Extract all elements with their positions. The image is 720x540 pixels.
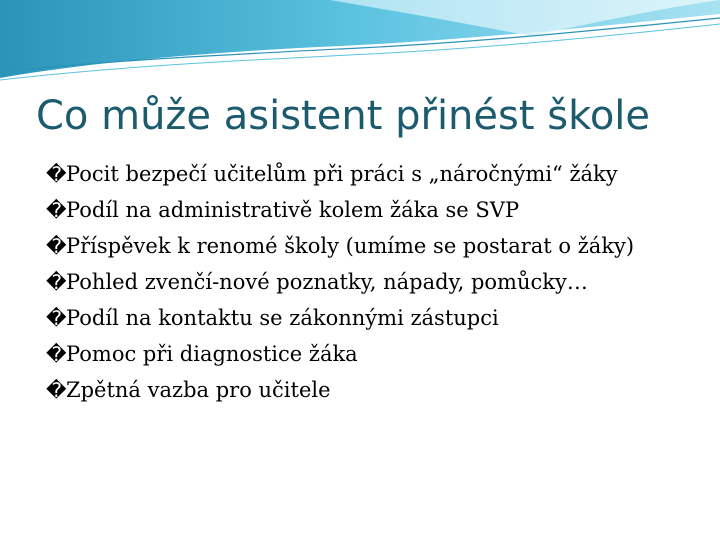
list-item: [46, 372, 686, 408]
list-item: [46, 192, 686, 228]
list-item: [46, 228, 686, 264]
bullet-marker-icon: �: [46, 342, 67, 366]
bullet-text: Pocit bezpečí učitelům při práci s „náročnými“ žáky: [66, 162, 618, 186]
list-item: [46, 336, 686, 372]
bullet-text: Podíl na kontaktu se zákonnými zástupci: [66, 306, 499, 330]
bullet-text: Podíl na administrativě kolem žáka se SVP: [66, 198, 520, 222]
list-item: [46, 264, 686, 300]
list-item: [46, 300, 686, 336]
bullet-marker-icon: �: [46, 306, 67, 330]
bullet-marker-icon: �: [46, 270, 67, 294]
bullet-text: Příspěvek k renomé školy (umíme se postarat o žáky): [66, 234, 635, 258]
slide-title: Co může asistent přinést škole: [36, 93, 651, 139]
bullet-marker-icon: �: [46, 198, 67, 222]
bullet-marker-icon: �: [46, 234, 67, 258]
bullet-marker-icon: �: [46, 162, 67, 186]
decorative-wave-header: [0, 0, 720, 90]
bullet-text: Zpětná vazba pro učitele: [66, 378, 331, 402]
bullet-marker-icon: �: [46, 378, 67, 402]
list-item: [46, 156, 686, 192]
bullet-text: Pomoc při diagnostice žáka: [66, 342, 358, 366]
bullet-list: [46, 156, 686, 408]
bullet-text: Pohled zvenčí-nové poznatky, nápady, pomůcky…: [66, 270, 588, 294]
